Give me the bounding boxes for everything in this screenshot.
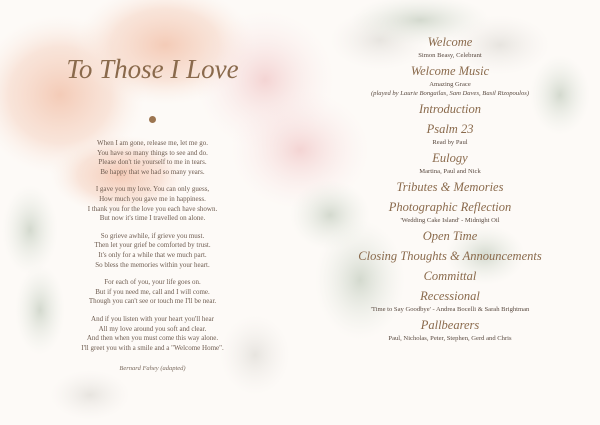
poem-stanza: [40, 139, 265, 177]
program-heading: Psalm 23: [426, 122, 474, 136]
poem-line: I thank you for the love you each have shown.: [87, 204, 218, 213]
program-item: [340, 34, 560, 60]
program-item: [340, 179, 560, 196]
order-of-service: [340, 34, 560, 346]
program-item: [340, 248, 560, 265]
poem-line: For each of you, your life goes on.: [104, 278, 201, 287]
program-heading: Closing Thoughts & Announcements: [358, 249, 542, 263]
program-item: [340, 63, 560, 98]
program-item: [340, 199, 560, 225]
program-heading: Photographic Reflection: [388, 200, 512, 214]
poem-stanza: [40, 185, 265, 223]
program-heading: Committal: [423, 269, 477, 283]
poem-line: Please don't tie yourself to me in tears.: [98, 158, 207, 167]
program-detail: Read by Paul: [432, 139, 468, 146]
program-heading: Welcome: [427, 35, 473, 49]
program-heading: Eulogy: [432, 151, 468, 165]
poem-line: So grieve awhile, if grieve you must.: [100, 231, 205, 240]
program-heading: Introduction: [418, 102, 482, 116]
poem-line: How much you gave me in happiness.: [99, 194, 206, 203]
program-item: [340, 268, 560, 285]
page-title: To Those I Love: [66, 54, 239, 84]
poem-line: Be happy that we had so many years.: [100, 167, 205, 176]
poem-line: But if you need me, call and I will come.: [95, 287, 210, 296]
program-heading: Welcome Music: [410, 64, 490, 78]
poem-text: [40, 139, 265, 353]
poem-line: I gave you my love. You can only guess,: [95, 185, 210, 194]
poem-stanza: [40, 315, 265, 353]
program-heading: Pallbearers: [420, 318, 480, 332]
program-item: [340, 121, 560, 147]
poem-stanza: [40, 232, 265, 270]
program-item: [340, 317, 560, 343]
poem-line: You have so many things to see and do.: [97, 148, 208, 157]
poem-line: I'll greet you with a smile and a "Welcome Home".: [81, 343, 224, 352]
program-heading: Recessional: [420, 289, 480, 303]
program-detail: Martina, Paul and Nick: [419, 168, 481, 175]
program-item: [340, 288, 560, 314]
poem-line: But now it's time I travelled on alone.: [99, 214, 206, 223]
program-detail: 'Time to Say Goodbye' - Andrea Bocelli & Sarah Brightman: [370, 306, 530, 313]
poem-line: And if you listen with your heart you'll hear: [91, 314, 214, 323]
program-heading: Open Time: [422, 229, 478, 243]
poem-stanza: [40, 278, 265, 307]
program-item: [340, 228, 560, 245]
program-note: (played by Laurie Bongailas, Sam Daves, Basil Rizopoulos): [370, 90, 530, 97]
poem-line: All my love around you soft and clear.: [98, 324, 207, 333]
poem-author: Bernard Fahey (adapted): [119, 365, 186, 373]
poem-line: It's only for a while that we much part.: [98, 250, 207, 259]
program-item: [340, 101, 560, 118]
poem-line: And then when you must come this way alone.: [86, 334, 219, 343]
program-detail: 'Wedding Cake Island' - Midnight Oil: [400, 217, 500, 224]
poem-panel: [40, 48, 265, 372]
program-detail: Paul, Nicholas, Peter, Stephen, Gerd and Chris: [388, 335, 512, 342]
program-detail: Amazing Grace: [429, 81, 471, 88]
poem-line: Then let your grief be comforted by trust.: [94, 241, 211, 250]
ornament-dot: [149, 116, 156, 123]
poem-line: Though you can't see or touch me I'll be near.: [88, 297, 217, 306]
program-item: [340, 150, 560, 176]
poem-line: So bless the memories within your heart.: [95, 260, 210, 269]
program-detail: Simon Beasy, Celebrant: [418, 52, 482, 59]
program-heading: Tributes & Memories: [396, 180, 504, 194]
poem-line: When I am gone, release me, let me go.: [97, 139, 208, 147]
